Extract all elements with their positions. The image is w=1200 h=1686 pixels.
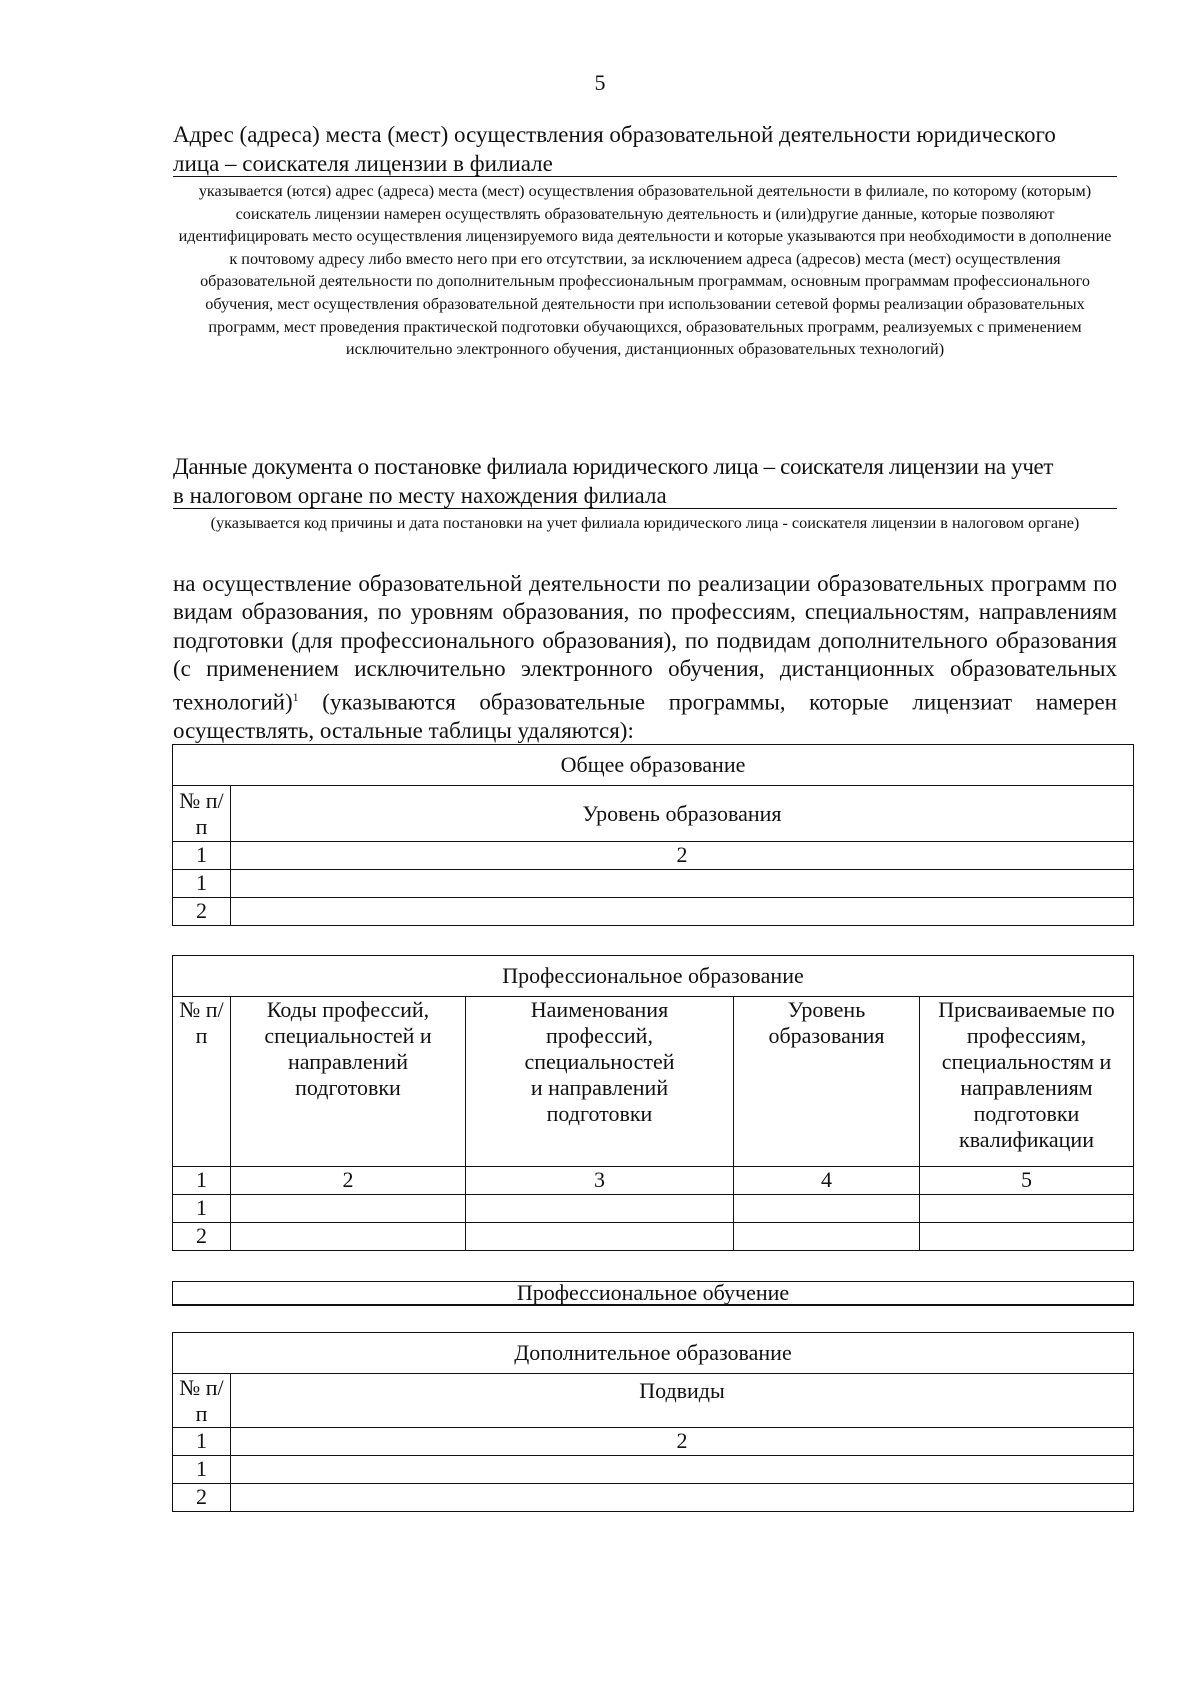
license-scope-paragraph (173, 570, 1117, 745)
general-table-caption: Общее образование (173, 745, 1134, 786)
address-heading-line2: лица – соискателя лицензии в филиале (173, 151, 553, 176)
general-index-cell: 1 (173, 842, 231, 870)
prof-index-cell: 2 (231, 1167, 466, 1195)
additional-row-cell (231, 1484, 1134, 1512)
prof-index-cell: 3 (466, 1167, 734, 1195)
additional-row-number: 2 (173, 1484, 231, 1512)
address-heading-line1: Адрес (адреса) места (мест) осуществления образовательной деятельности юридического (173, 122, 1056, 147)
prof-row-cell (920, 1195, 1134, 1223)
tax-heading-line2: в налоговом органе по месту нахождения филиала (173, 483, 667, 508)
prof-row-cell (734, 1195, 920, 1223)
prof-index-cell: 1 (173, 1167, 231, 1195)
prof-row-cell (466, 1195, 734, 1223)
professional-training-caption: Профессиональное обучение (172, 1281, 1134, 1306)
general-col-num: № п/п (173, 786, 231, 842)
address-section (173, 120, 1117, 361)
general-row-number: 2 (173, 898, 231, 926)
footnote-mark: 1 (292, 690, 299, 705)
tax-heading (173, 452, 1117, 510)
paragraph-text-after: (указываются образовательные программы, которые лицензиат намерен осуществлять, остальные таблицы удаляются): (173, 689, 1117, 744)
address-note: указывается (ются) адрес (адреса) места (мест) осуществления образовательной деятельности в филиале, по которому (которым) соискатель лицензии намерен осуществлять образовательную деятельность и (или)другие данные, которые позволяют идентифицировать место осуществления лицензируемого вида деятельности и которые указываются при необходимости в дополнение к почтовому адресу либо вместо него при его отсутствии, за исключением адреса (адресов) места (мест) осуществления образовательной деятельности по дополнительным профессиональным программам, основным программам профессионального обучения, мест осуществления образовательной деятельности при использовании сетевой формы реализации образовательных программ, мест проведения практической подготовки обучающихся, образовательных программ, реализуемых с применением исключительно электронного обучения, дистанционных образовательных технологий) (178, 182, 1112, 359)
tax-heading-line1: Данные документа о постановке филиала юридического лица – соискателя лицензии на учет (173, 454, 1054, 479)
prof-row-number: 2 (173, 1223, 231, 1251)
paragraph-text: на осуществление образовательной деятельности по реализации образовательных программ по видам образования, по уровням образования, по профессиям, специальностям, направлениям подготовки (для профессионального образования), по подвидам дополнительного образования (с применением исключительно электронного обучения, дистанционных образовательных технологий) (173, 571, 1117, 715)
general-row-number: 1 (173, 870, 231, 898)
prof-index-cell: 4 (734, 1167, 920, 1195)
page-number: 5 (594, 70, 606, 95)
prof-row-cell (466, 1223, 734, 1251)
prof-col-codes: Коды профессий, специальностей и направлений подготовки (231, 997, 466, 1167)
address-heading (173, 120, 1117, 178)
prof-row-number: 1 (173, 1195, 231, 1223)
tax-section (173, 452, 1117, 535)
prof-col-qualification: Присваиваемые по профессиям, специальностям и направлениям подготовки квалификации (920, 997, 1134, 1167)
additional-row-number: 1 (173, 1456, 231, 1484)
additional-col-sub: Подвиды (231, 1374, 1134, 1428)
prof-row-cell (734, 1223, 920, 1251)
additional-index-cell: 1 (173, 1428, 231, 1456)
prof-row-cell (920, 1223, 1134, 1251)
additional-row-cell (231, 1456, 1134, 1484)
general-education-table (172, 744, 1134, 926)
general-col-level: Уровень образования (231, 786, 1134, 842)
professional-education-table (172, 955, 1134, 1251)
tax-note: (указывается код причины и дата постановки на учет филиала юридического лица - соискателя лицензии в налоговом органе) (210, 514, 1080, 532)
prof-col-num: № п/п (173, 997, 231, 1167)
additional-index-cell: 2 (231, 1428, 1134, 1456)
prof-row-cell (231, 1195, 466, 1223)
additional-table-caption: Дополнительное образование (173, 1333, 1134, 1374)
prof-col-level: Уровень образования (734, 997, 920, 1167)
prof-table-caption: Профессиональное образование (173, 956, 1134, 997)
general-row-cell (231, 898, 1134, 926)
general-row-cell (231, 870, 1134, 898)
prof-index-cell: 5 (920, 1167, 1134, 1195)
additional-education-table (172, 1332, 1134, 1512)
prof-col-names: Наименования профессий, специальностей и направлений подготовки (466, 997, 734, 1167)
general-index-cell: 2 (231, 842, 1134, 870)
prof-row-cell (231, 1223, 466, 1251)
additional-col-num: № п/п (173, 1374, 231, 1428)
